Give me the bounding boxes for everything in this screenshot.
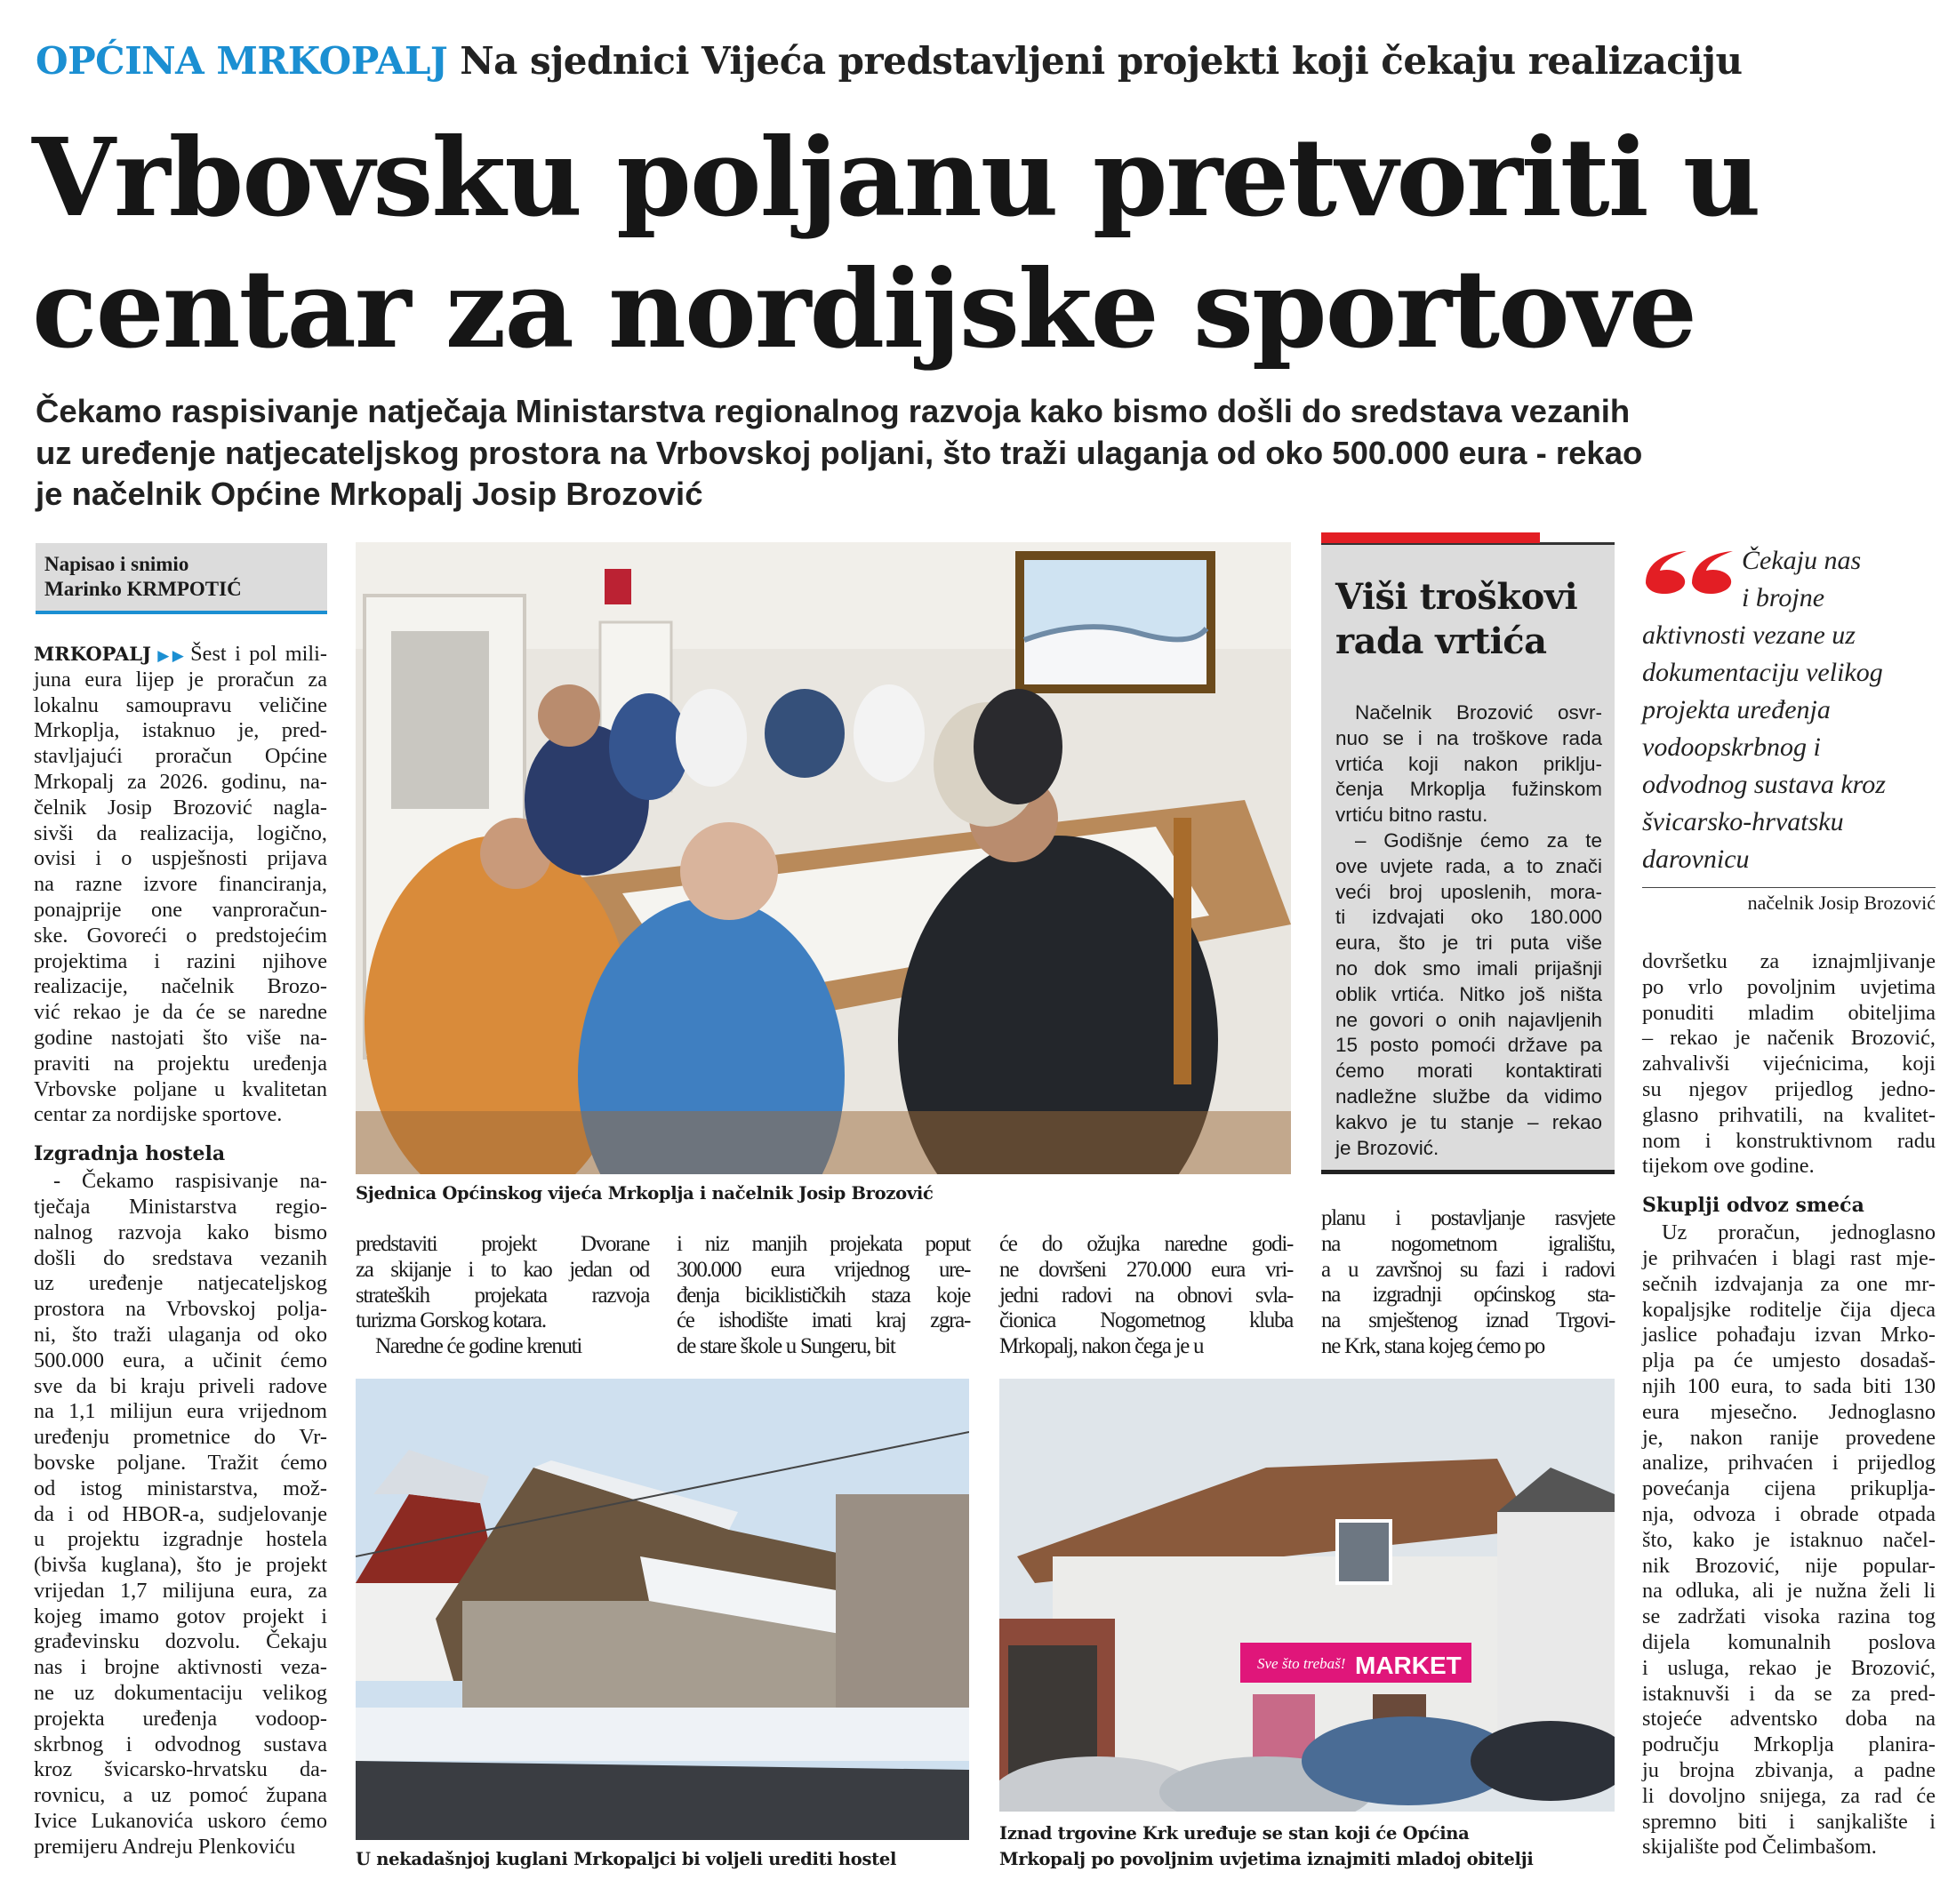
text-line: turizma Gorskog kotara. xyxy=(356,1308,546,1333)
text-line: nja, odvoza i obrade otpada xyxy=(1642,1501,1936,1526)
text-line: nom i konstruktivnom radu xyxy=(1642,1128,1936,1153)
deck xyxy=(36,391,1938,516)
headline-line: centar za nordijske sportove xyxy=(32,245,1695,372)
text-line: ćemo morati kontaktirati xyxy=(1335,1060,1602,1083)
text-line: Mrkopalj za 2026. godinu, na- xyxy=(34,769,327,794)
column-4-text xyxy=(999,1232,1293,1360)
text-line: kakvo je tu stanje – rekao xyxy=(1335,1110,1602,1133)
text-line: Mrkoplja, istaknuo je, pred- xyxy=(34,718,327,743)
text-line: 500.000 eura, a učinit ćemo xyxy=(34,1348,327,1372)
text-line: bovske poljane. Tražit ćemo xyxy=(34,1450,327,1475)
sidebar-title-line: Viši troškovi xyxy=(1335,576,1578,618)
text-line: ne govori o onih najavljenih xyxy=(1335,1008,1602,1031)
article-column-4 xyxy=(999,1232,1293,1360)
text-line: se zadržati visoka razina tog xyxy=(1642,1604,1936,1629)
text-line: na smještenog iznad Trgovi- xyxy=(1321,1308,1615,1333)
quote-line: aktivnosti vezane uz xyxy=(1642,620,1856,650)
text-line: oblik vrtića. Nitko još ništa xyxy=(1335,982,1602,1005)
text-line: građevinsku dozvolu. Čekaju xyxy=(34,1629,327,1654)
text-line: ove uvjete rada, a to znači xyxy=(1335,854,1602,877)
text-line: će ishodište imati kraj zgra- xyxy=(677,1308,970,1333)
quote-mark-icon xyxy=(1642,548,1738,596)
text-line: Ivice Lukanovića uskoro ćemo xyxy=(34,1809,327,1834)
column-6-body xyxy=(1642,1220,1936,1860)
text-line: na izgradnji općinskog sta- xyxy=(1321,1283,1615,1308)
text-line: nik Brozović, nije popular- xyxy=(1642,1553,1936,1578)
red-accent-bar xyxy=(1321,532,1540,543)
text-line: na razne izvore financiranja, xyxy=(34,872,327,897)
text-line: strateških projekata razvoja xyxy=(356,1283,649,1308)
text-line: čelnik Josip Brozović nagla- xyxy=(34,795,327,820)
quote-line: i brojne xyxy=(1742,583,1825,612)
text-line: Uz proračun, jednoglasno xyxy=(1662,1220,1936,1245)
text-line: kopaljsjke roditelje čija djeca xyxy=(1642,1297,1936,1322)
text-line: ni, što traži ulaganja od oko xyxy=(34,1322,327,1347)
text-line: istaknuvši i da se za pred- xyxy=(1642,1681,1936,1706)
text-line: kroz švicarsko-hrvatsku da- xyxy=(34,1757,327,1782)
text-line: stavljajući proračun Općine xyxy=(34,744,327,769)
quote-line: darovnicu xyxy=(1642,844,1750,874)
headline xyxy=(32,112,1760,375)
council-meeting-photo xyxy=(356,542,1291,1174)
kicker xyxy=(36,39,1743,83)
text-line: 15 posto pomoći države pa xyxy=(1335,1034,1602,1057)
text-line: no dok smo imali prijašnji xyxy=(1335,956,1602,980)
sidebar-title xyxy=(1335,575,1577,664)
section-label: OPĆINA MRKOPALJ xyxy=(36,39,448,83)
text-line: za skijanje i to kao jedan od xyxy=(356,1257,649,1282)
text-line: ju brojna zbivanja, a padne xyxy=(1642,1757,1936,1782)
article-column-1 xyxy=(34,642,327,1860)
text-line: ne Krk, stana kojeg ćemo po xyxy=(1321,1333,1544,1358)
quote-line: dokumentaciju velikog xyxy=(1642,658,1883,687)
text-line: nuo se i na troškove rada xyxy=(1335,726,1602,749)
text-line: glasno prihvatili, na kvalitet- xyxy=(1642,1102,1936,1127)
kicker-text: Na sjednici Vijeća predstavljeni projekti koji čekaju realizaciju xyxy=(460,39,1743,83)
text-line: praviti na projektu uređenja xyxy=(34,1051,327,1076)
article-column-2 xyxy=(356,1232,649,1360)
caption-line: Iznad trgovine Krk uređuje se stan koji će Općina xyxy=(999,1823,1470,1844)
text-line: Mrkopalj, nakon čega je u xyxy=(999,1334,1204,1359)
text-line: uz uređenje natjecateljskog xyxy=(34,1271,327,1296)
text-line: ske. Govoreći o predstojećim xyxy=(34,923,327,948)
text-line: stojeće adventsko doba na xyxy=(1642,1707,1936,1732)
text-line: planu i postavljanje rasvjete xyxy=(1321,1206,1615,1230)
article-column-6 xyxy=(1642,949,1936,1860)
text-line: vrtiću bitno rastu. xyxy=(1335,804,1488,827)
text-line: dovršetku za iznajmljivanje xyxy=(1642,949,1936,973)
hostel-building-photo xyxy=(356,1379,969,1840)
quote-attribution: načelnik Josip Brozović xyxy=(1747,892,1936,914)
column-2-text xyxy=(356,1232,649,1360)
text-line: će do ožujka naredne godi- xyxy=(999,1232,1293,1256)
text-line: nas i brojne aktivnosti veza- xyxy=(34,1655,327,1680)
caption-line: Mrkopalj po povoljnim uvjetima iznajmiti mladoj obitelji xyxy=(999,1849,1534,1869)
quote-line: Čekaju nas xyxy=(1742,546,1862,575)
text-line: tijekom ove godine. xyxy=(1642,1154,1815,1179)
text-line: području Mrkoplja planira- xyxy=(1642,1732,1936,1757)
text-line: godine nastojati što više na- xyxy=(34,1025,327,1050)
text-line: nalnog razvoja kako bismo xyxy=(34,1220,327,1244)
text-line-content: Šest i pol mili- xyxy=(190,642,327,666)
text-line: ponuditi mladim obiteljima xyxy=(1642,1000,1936,1025)
text-line: čenja Mrkoplja fužinskom xyxy=(1335,778,1602,801)
text-line: lokalnu samoupravu veličine xyxy=(34,692,327,717)
pull-quote xyxy=(1642,542,1936,918)
text-line: eura mjesečno. Jednoglasno xyxy=(1642,1399,1936,1424)
text-line: dijela komunalnih poslova xyxy=(1642,1629,1936,1654)
text-line: su njegov prijedlog jedno- xyxy=(1642,1076,1936,1101)
text-line: Vrbovske poljane u kvalitetan xyxy=(34,1076,327,1101)
market-photo-caption xyxy=(999,1820,1534,1872)
text-line: centar za nordijske sportove. xyxy=(34,1102,283,1127)
text-line: vić rekao je da će se naredne xyxy=(34,1000,327,1025)
text-line: eura, što je tri puta više xyxy=(1335,932,1602,955)
dateline: MRKOPALJ xyxy=(34,643,151,665)
text-line: Naredne će godine krenuti xyxy=(375,1334,581,1359)
text-line: ne dovršeni 270.000 eura vri- xyxy=(999,1257,1293,1282)
text-line: je Brozović. xyxy=(1335,1136,1439,1159)
text-line: a u završnoj su fazi i radovi xyxy=(1321,1257,1615,1282)
text-line: – Godišnje ćemo za te xyxy=(1355,828,1602,852)
deck-line: uz uređenje natjecateljskog prostora na Vrbovskoj poljani, što traži ulaganja od oko 500.000 eura - rekao xyxy=(36,434,1643,471)
text-line: rovnicu, a uz pomoć župana xyxy=(34,1783,327,1808)
text-line: nadležne službe da vidimo xyxy=(1335,1084,1602,1108)
text-line: tječaja Ministarstva regio- xyxy=(34,1194,327,1219)
text-line: (bivša kuglana), što je projekt xyxy=(34,1553,327,1578)
text-line: u projektu izgradnje hostela xyxy=(34,1527,327,1552)
market-building-photo xyxy=(999,1379,1615,1812)
quote-line: švicarsko-hrvatsku xyxy=(1642,807,1844,836)
text-line: skrbnog i odvodnog sustava xyxy=(34,1732,327,1756)
byline-line: Napisao i snimio xyxy=(44,553,189,575)
text-line: realizacije, načelnik Brozo- xyxy=(34,974,327,999)
column-3-text xyxy=(677,1232,970,1360)
text-line: povećanja cijena prikuplja- xyxy=(1642,1476,1936,1501)
text-line: i niz manjih projekata poput xyxy=(677,1232,970,1256)
text-line: spremno biti i sanjkalište i xyxy=(1642,1809,1936,1834)
text-line: plja pa će umjesto dosadaš- xyxy=(1642,1348,1936,1373)
council-photo-caption: Sjednica Općinskog vijeća Mrkoplja i načelnik Josip Brozović xyxy=(356,1183,934,1204)
quote-line: projekta uređenja xyxy=(1642,695,1831,724)
column-6-top xyxy=(1642,949,1936,1180)
text-line: i usluga, rekao je Brozović, xyxy=(1642,1655,1936,1680)
text-line: đenja biciklističkih staza koje xyxy=(677,1283,970,1308)
text-line: premijeru Andreju Plenkoviću xyxy=(34,1834,296,1859)
market-sign-name: MARKET xyxy=(1355,1652,1462,1679)
text-line: projektima i razini njihove xyxy=(34,948,327,973)
text-line: ti izdvajati oko 180.000 xyxy=(1335,906,1602,929)
deck-line: Čekamo raspisivanje natječaja Ministarstva regionalnog razvoja kako bismo došli do sredstava vezanih xyxy=(36,393,1631,429)
text-line: Načelnik Brozović osvr- xyxy=(1355,701,1602,724)
text-line: došli do sredstava vezanih xyxy=(34,1245,327,1270)
text-line: po vrlo povoljnim uvjetima xyxy=(1642,974,1936,999)
text-line: projekta uređenja vodoop- xyxy=(34,1706,327,1731)
text-line: sve da bi kraju priveli radove xyxy=(34,1373,327,1398)
text-line: veći broj uposlenih, mora- xyxy=(1335,880,1602,903)
subhead-hostel: Izgradnja hostela xyxy=(34,1142,226,1166)
hostel-photo-caption: U nekadašnjoj kuglani Mrkopaljci bi voljeli urediti hostel xyxy=(356,1849,897,1869)
text-line: vrtića koji nakon priklju- xyxy=(1335,752,1602,775)
text-line: uređenju prometnice do Vr- xyxy=(34,1425,327,1450)
text-line: de stare škole u Sungeru, bit xyxy=(677,1334,895,1359)
sidebar-body xyxy=(1335,700,1602,1161)
text-line: na 1,1 milijun eura vrijednom xyxy=(34,1399,327,1424)
text-line: ovisi i o uspješnosti prijava xyxy=(34,846,327,871)
text-line: je prihvaćen i blagi rast mje- xyxy=(1642,1245,1936,1270)
text-line: prostora na Vrbovskoj polja- xyxy=(34,1297,327,1322)
text-line xyxy=(34,642,327,668)
text-line: jedni radovi na obnovi svla- xyxy=(999,1283,1293,1308)
article-column-5 xyxy=(1321,1206,1615,1360)
text-line: kojeg imamo gotov projekt i xyxy=(34,1604,327,1628)
body-paragraphs xyxy=(34,1169,327,1860)
text-line: - Čekamo raspisivanje na- xyxy=(53,1169,327,1194)
sidebar-box xyxy=(1321,542,1615,1174)
text-line: li dovoljno snijega, za rad će xyxy=(1642,1783,1936,1808)
text-line: ne uz dokumentaciju velikog xyxy=(34,1681,327,1706)
headline-line: Vrbovsku poljanu pretvoriti u xyxy=(32,114,1760,241)
text-line: njih 100 eura, to sada biti 130 xyxy=(1642,1373,1936,1398)
quote-line: odvodnog sustava kroz xyxy=(1642,770,1886,799)
intro-paragraphs xyxy=(34,642,327,1128)
text-line: ponajprije one vanproračun- xyxy=(34,897,327,922)
text-line: da i od HBOR-a, sudjelovanje xyxy=(34,1501,327,1526)
text-line: predstaviti projekt Dvorane xyxy=(356,1232,649,1256)
text-line: – rekao je načenik Brozović, xyxy=(1642,1026,1936,1051)
byline-box xyxy=(36,543,327,614)
text-line: juna eura lijep je proračun za xyxy=(34,667,327,692)
text-line: jaslice pohađaju izvan Mrko- xyxy=(1642,1323,1936,1348)
quote-line: vodoopskrbnog i xyxy=(1642,732,1821,762)
text-line: zahvalivši vijećnicima, koji xyxy=(1642,1052,1936,1076)
article-column-3 xyxy=(677,1232,970,1360)
text-line: na nogometnom igralištu, xyxy=(1321,1231,1615,1256)
byline-line: Marinko KRMPOTIĆ xyxy=(44,578,242,600)
market-sign-slogan: Sve što trebaš! xyxy=(1257,1655,1346,1672)
text-line: na odluka, ali je nužna želi li xyxy=(1642,1579,1936,1604)
text-line: je, nakon ranije provedene xyxy=(1642,1425,1936,1450)
text-line: analize, prihvaćen i prijedlog xyxy=(1642,1451,1936,1476)
text-line: sivši da realizacija, logično, xyxy=(34,820,327,845)
deck-line: je načelnik Općine Mrkopalj Josip Brozović xyxy=(36,476,703,512)
text-line: sečnih izdvajanja za one mr- xyxy=(1642,1271,1936,1296)
text-line: skijalište pod Čelimbašom. xyxy=(1642,1835,1877,1860)
double-arrow-icon: ▶▶ xyxy=(154,647,188,664)
text-line: vrijedan 1,7 milijuna eura, za xyxy=(34,1578,327,1603)
sidebar-title-line: rada vrtića xyxy=(1335,620,1547,662)
text-line: što, kako je istaknuo načel- xyxy=(1642,1527,1936,1552)
text-line: 300.000 eura vrijednog ure- xyxy=(677,1257,970,1282)
subhead-waste: Skuplji odvoz smeća xyxy=(1642,1194,1864,1218)
text-line: čionica Nogometnog kluba xyxy=(999,1308,1293,1333)
text-line: od istog ministarstva, mož- xyxy=(34,1476,327,1500)
column-5-text xyxy=(1321,1206,1615,1360)
